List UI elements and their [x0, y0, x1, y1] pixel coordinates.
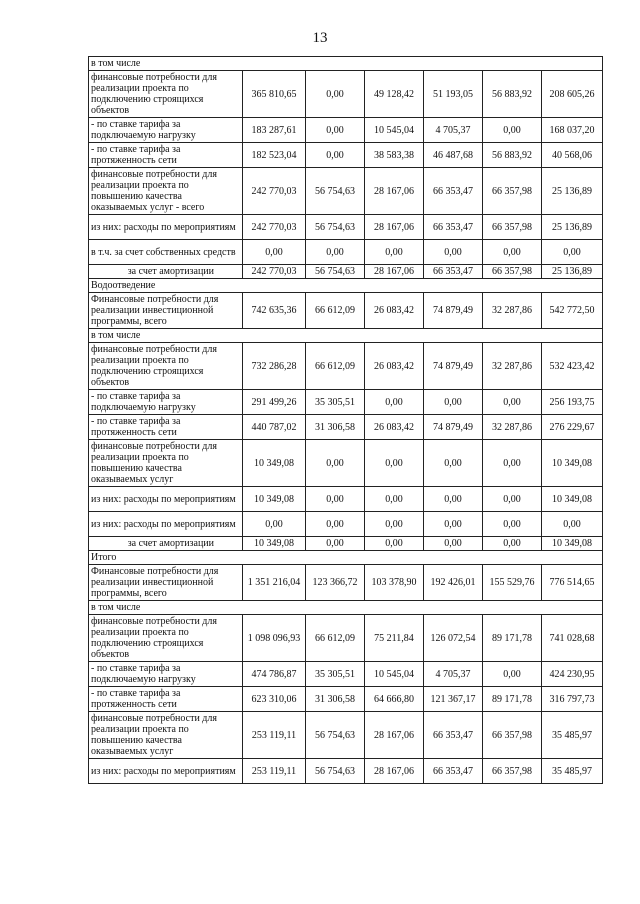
table-row [89, 71, 603, 118]
row-label: в т.ч. за счет собственных средств [89, 240, 243, 265]
row-label: финансовые потребности для реализации проекта по подключению строящихся объектов [89, 71, 243, 118]
value-cell: 35 485,97 [542, 759, 603, 784]
row-label: за счет амортизации [89, 265, 243, 279]
value-cell: 0,00 [306, 512, 365, 537]
amortization-row [89, 265, 603, 279]
section-title: в том числе [89, 601, 603, 615]
value-cell: 0,00 [424, 240, 483, 265]
row-label: Финансовые потребности для реализации инвестиционной программы, всего [89, 293, 243, 329]
section-title: Водоотведение [89, 279, 603, 293]
value-cell: 0,00 [483, 440, 542, 487]
value-cell: 32 287,86 [483, 293, 542, 329]
value-cell: 66 612,09 [306, 293, 365, 329]
value-cell: 155 529,76 [483, 565, 542, 601]
value-cell: 25 136,89 [542, 215, 603, 240]
value-cell: 168 037,20 [542, 118, 603, 143]
value-cell: 0,00 [483, 662, 542, 687]
value-cell: 276 229,67 [542, 415, 603, 440]
value-cell: 440 787,02 [243, 415, 306, 440]
value-cell: 0,00 [306, 143, 365, 168]
section-title: в том числе [89, 57, 603, 71]
value-cell: 66 357,98 [483, 215, 542, 240]
value-cell: 66 612,09 [306, 343, 365, 390]
row-label: из них: расходы по мероприятиям [89, 487, 243, 512]
value-cell: 28 167,06 [365, 759, 424, 784]
value-cell: 256 193,75 [542, 390, 603, 415]
value-cell: 365 810,65 [243, 71, 306, 118]
table-row [89, 662, 603, 687]
value-cell: 66 357,98 [483, 759, 542, 784]
row-label: из них: расходы по мероприятиям [89, 759, 243, 784]
value-cell: 56 754,63 [306, 215, 365, 240]
value-cell: 4 705,37 [424, 118, 483, 143]
amortization-row [89, 537, 603, 551]
page-number: 13 [312, 30, 328, 46]
value-cell: 64 666,80 [365, 687, 424, 712]
section-header-row [89, 551, 603, 565]
table-row [89, 143, 603, 168]
value-cell: 0,00 [365, 512, 424, 537]
value-cell: 316 797,73 [542, 687, 603, 712]
table-row [89, 512, 603, 537]
value-cell: 0,00 [483, 487, 542, 512]
value-cell: 56 754,63 [306, 712, 365, 759]
value-cell: 1 098 096,93 [243, 615, 306, 662]
table-row [89, 118, 603, 143]
value-cell: 0,00 [365, 487, 424, 512]
row-label: - по ставке тарифа за протяженность сети [89, 143, 243, 168]
value-cell: 121 367,17 [424, 687, 483, 712]
value-cell: 10 349,08 [243, 487, 306, 512]
value-cell: 66 357,98 [483, 712, 542, 759]
value-cell: 66 353,47 [424, 168, 483, 215]
row-label: финансовые потребности для реализации проекта по повышению качества оказываемых услуг [89, 440, 243, 487]
value-cell: 10 349,08 [243, 440, 306, 487]
value-cell: 0,00 [483, 240, 542, 265]
value-cell: 242 770,03 [243, 215, 306, 240]
value-cell: 0,00 [424, 512, 483, 537]
value-cell: 25 136,89 [542, 265, 603, 279]
value-cell: 0,00 [306, 240, 365, 265]
value-cell: 66 357,98 [483, 168, 542, 215]
value-cell: 0,00 [306, 537, 365, 551]
table-row [89, 343, 603, 390]
value-cell: 10 349,08 [542, 537, 603, 551]
table-row [89, 415, 603, 440]
value-cell: 1 351 216,04 [243, 565, 306, 601]
value-cell: 776 514,65 [542, 565, 603, 601]
value-cell: 40 568,06 [542, 143, 603, 168]
row-label: - по ставке тарифа за подключаемую нагрузку [89, 118, 243, 143]
value-cell: 56 754,63 [306, 265, 365, 279]
value-cell: 28 167,06 [365, 215, 424, 240]
table-row [89, 759, 603, 784]
section-title: в том числе [89, 329, 603, 343]
value-cell: 0,00 [306, 440, 365, 487]
table-row [89, 440, 603, 487]
value-cell: 424 230,95 [542, 662, 603, 687]
value-cell: 4 705,37 [424, 662, 483, 687]
value-cell: 474 786,87 [243, 662, 306, 687]
section-header-row [89, 57, 603, 71]
value-cell: 66 353,47 [424, 759, 483, 784]
value-cell: 89 171,78 [483, 615, 542, 662]
row-label: - по ставке тарифа за протяженность сети [89, 687, 243, 712]
section-header-row [89, 279, 603, 293]
value-cell: 35 485,97 [542, 712, 603, 759]
value-cell: 0,00 [483, 512, 542, 537]
value-cell: 10 545,04 [365, 662, 424, 687]
value-cell: 208 605,26 [542, 71, 603, 118]
value-cell: 0,00 [306, 487, 365, 512]
table-row [89, 168, 603, 215]
value-cell: 0,00 [542, 240, 603, 265]
value-cell: 10 349,08 [243, 537, 306, 551]
row-label: - по ставке тарифа за протяженность сети [89, 415, 243, 440]
value-cell: 25 136,89 [542, 168, 603, 215]
value-cell: 183 287,61 [243, 118, 306, 143]
value-cell: 31 306,58 [306, 415, 365, 440]
value-cell: 0,00 [483, 537, 542, 551]
value-cell: 291 499,26 [243, 390, 306, 415]
value-cell: 253 119,11 [243, 759, 306, 784]
value-cell: 32 287,86 [483, 415, 542, 440]
value-cell: 56 754,63 [306, 168, 365, 215]
row-label: финансовые потребности для реализации проекта по подключению строящихся объектов [89, 615, 243, 662]
value-cell: 532 423,42 [542, 343, 603, 390]
value-cell: 0,00 [243, 512, 306, 537]
value-cell: 10 545,04 [365, 118, 424, 143]
table-row [89, 615, 603, 662]
row-label: - по ставке тарифа за подключаемую нагрузку [89, 390, 243, 415]
section-header-row [89, 601, 603, 615]
value-cell: 26 083,42 [365, 415, 424, 440]
value-cell: 46 487,68 [424, 143, 483, 168]
value-cell: 741 028,68 [542, 615, 603, 662]
table-row [89, 712, 603, 759]
value-cell: 0,00 [483, 118, 542, 143]
value-cell: 103 378,90 [365, 565, 424, 601]
table-row [89, 390, 603, 415]
value-cell: 126 072,54 [424, 615, 483, 662]
value-cell: 89 171,78 [483, 687, 542, 712]
row-label: за счет амортизации [89, 537, 243, 551]
value-cell: 623 310,06 [243, 687, 306, 712]
value-cell: 732 286,28 [243, 343, 306, 390]
value-cell: 0,00 [542, 512, 603, 537]
value-cell: 0,00 [424, 440, 483, 487]
table-row [89, 565, 603, 601]
value-cell: 28 167,06 [365, 712, 424, 759]
value-cell: 0,00 [365, 440, 424, 487]
row-label: из них: расходы по мероприятиям [89, 215, 243, 240]
value-cell: 35 305,51 [306, 390, 365, 415]
table-row [89, 293, 603, 329]
investment-table [88, 56, 603, 784]
value-cell: 0,00 [365, 240, 424, 265]
value-cell: 66 353,47 [424, 712, 483, 759]
value-cell: 66 357,98 [483, 265, 542, 279]
value-cell: 66 353,47 [424, 265, 483, 279]
value-cell: 66 353,47 [424, 215, 483, 240]
value-cell: 0,00 [306, 71, 365, 118]
value-cell: 192 426,01 [424, 565, 483, 601]
value-cell: 74 879,49 [424, 415, 483, 440]
value-cell: 182 523,04 [243, 143, 306, 168]
value-cell: 253 119,11 [243, 712, 306, 759]
value-cell: 0,00 [306, 118, 365, 143]
value-cell: 56 754,63 [306, 759, 365, 784]
row-label: Финансовые потребности для реализации инвестиционной программы, всего [89, 565, 243, 601]
value-cell: 0,00 [243, 240, 306, 265]
row-label: из них: расходы по мероприятиям [89, 512, 243, 537]
row-label: финансовые потребности для реализации проекта по повышению качества оказываемых услуг [89, 712, 243, 759]
value-cell: 0,00 [483, 390, 542, 415]
value-cell: 51 193,05 [424, 71, 483, 118]
value-cell: 0,00 [424, 390, 483, 415]
value-cell: 74 879,49 [424, 293, 483, 329]
value-cell: 49 128,42 [365, 71, 424, 118]
value-cell: 0,00 [424, 487, 483, 512]
value-cell: 542 772,50 [542, 293, 603, 329]
value-cell: 35 305,51 [306, 662, 365, 687]
value-cell: 75 211,84 [365, 615, 424, 662]
table-row [89, 687, 603, 712]
value-cell: 31 306,58 [306, 687, 365, 712]
value-cell: 38 583,38 [365, 143, 424, 168]
value-cell: 0,00 [424, 537, 483, 551]
value-cell: 28 167,06 [365, 168, 424, 215]
value-cell: 74 879,49 [424, 343, 483, 390]
section-title: Итого [89, 551, 603, 565]
value-cell: 242 770,03 [243, 168, 306, 215]
value-cell: 0,00 [365, 390, 424, 415]
value-cell: 32 287,86 [483, 343, 542, 390]
value-cell: 742 635,36 [243, 293, 306, 329]
value-cell: 10 349,08 [542, 440, 603, 487]
value-cell: 123 366,72 [306, 565, 365, 601]
section-header-row [89, 329, 603, 343]
row-label: финансовые потребности для реализации проекта по подключению строящихся объектов [89, 343, 243, 390]
value-cell: 66 612,09 [306, 615, 365, 662]
row-label: - по ставке тарифа за подключаемую нагрузку [89, 662, 243, 687]
value-cell: 56 883,92 [483, 71, 542, 118]
value-cell: 0,00 [365, 537, 424, 551]
value-cell: 242 770,03 [243, 265, 306, 279]
value-cell: 26 083,42 [365, 343, 424, 390]
row-label: финансовые потребности для реализации проекта по повышению качества оказываемых услуг - всего [89, 168, 243, 215]
value-cell: 26 083,42 [365, 293, 424, 329]
table-row [89, 487, 603, 512]
value-cell: 10 349,08 [542, 487, 603, 512]
value-cell: 56 883,92 [483, 143, 542, 168]
table-row [89, 215, 603, 240]
table-row [89, 240, 603, 265]
value-cell: 28 167,06 [365, 265, 424, 279]
